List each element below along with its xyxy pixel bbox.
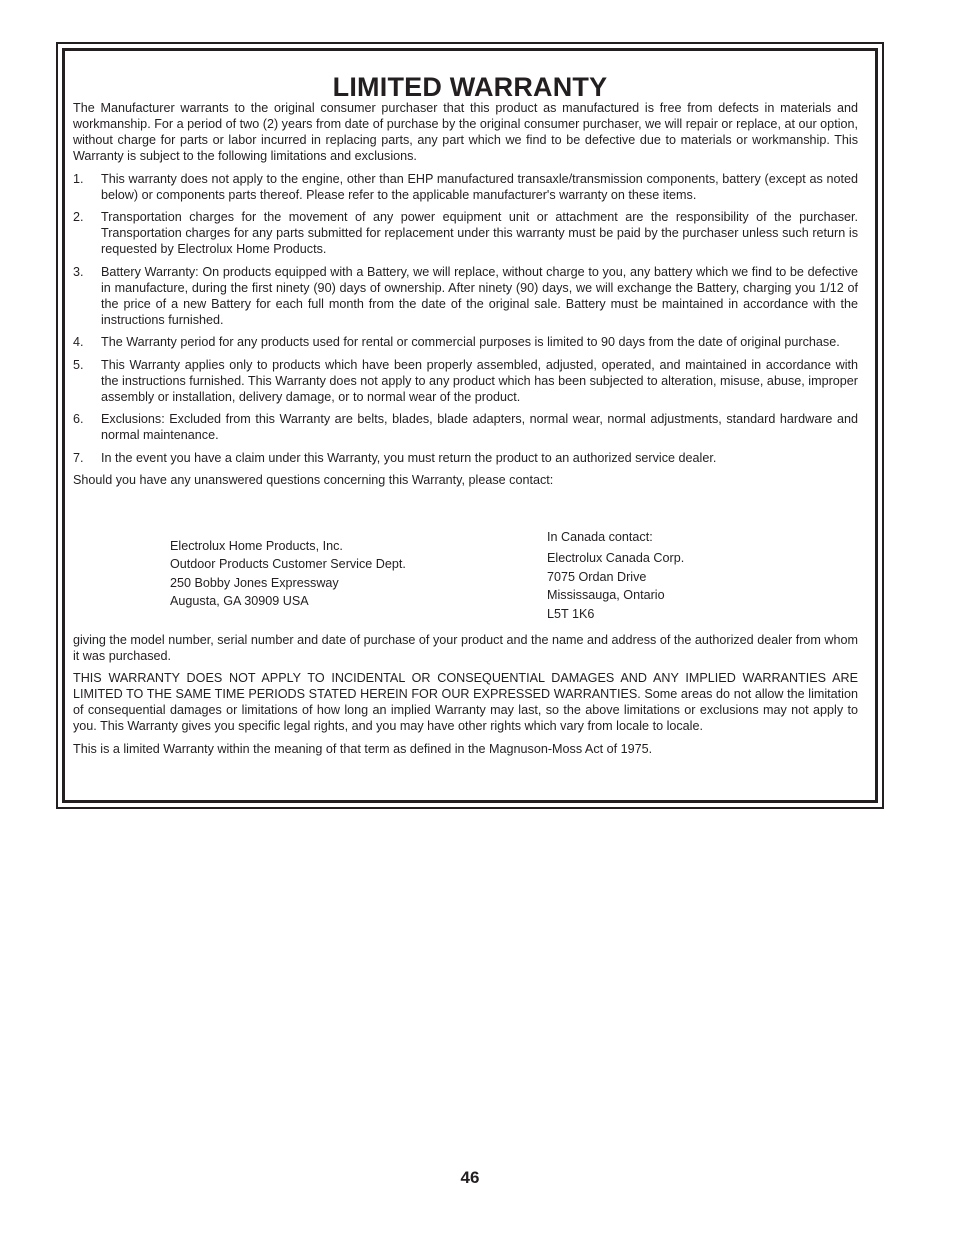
list-item-number: 4. (73, 335, 84, 349)
list-item (73, 334, 858, 350)
list-item-number: 3. (73, 264, 84, 279)
us-address (170, 537, 406, 611)
warranty-frame (56, 42, 884, 809)
list-item (73, 357, 858, 405)
page-title: LIMITED WARRANTY (332, 72, 608, 102)
list-item-number: 6. (73, 412, 84, 426)
list-item-number: 2. (73, 210, 84, 224)
list-item (73, 264, 858, 328)
list-item-number: 5. (73, 357, 84, 372)
list-item-text: Exclusions: Excluded from this Warranty are belts, blades, blade adapters, normal wear, normal adjustments, standard hardware and normal maintenance. (101, 412, 858, 442)
intro-paragraph: The Manufacturer warrants to the original consumer purchaser that this product as manufactured is free from defects in materials and workmanship. For a period of two (2) years from date of purchase by the original consumer purchaser, we will repair or replace, at our option, without charge for parts or labor incurred in replacing parts, any part which we find to be defective due to materials or workmanship. This Warranty is subject to the following limitations and exclusions. (73, 101, 858, 163)
canada-address-line: Mississauga, Ontario (547, 588, 665, 602)
canada-address-line: L5T 1K6 (547, 606, 595, 621)
us-address-line: Outdoor Products Customer Service Dept. (170, 557, 406, 571)
contact-prompt: Should you have any unanswered questions concerning this Warranty, please contact: (73, 473, 554, 487)
canada-address-line: Electrolux Canada Corp. (547, 551, 685, 565)
list-item-text: Transportation charges for the movement of any power equipment unit or attachment are the responsibility of the purchaser. Transportation charges for any parts submitted for replacement under this warranty must be paid by the purchaser unless such return is requested by Electrolux Home Products. (101, 210, 858, 256)
magnuson-moss-paragraph: This is a limited Warranty within the meaning of that term as defined in the Magnuson-Moss Act of 1975. (73, 741, 653, 756)
list-item-text: In the event you have a claim under this Warranty, you must return the product to an authorized service dealer. (101, 450, 717, 465)
canada-address (547, 528, 684, 624)
canada-address-line: 7075 Ordan Drive (547, 569, 647, 584)
limitations-list (73, 171, 858, 466)
warranty-content (73, 100, 858, 763)
list-item-text: Battery Warranty: On products equipped with a Battery, we will replace, without charge to you, any battery which we find to be defective in manufacture, during the first ninety (90) days of ownership. After ninety (90) days, we will exchange the Battery, charging you 1/12 of the price of a new Battery for each full month from the date of the original sale. Battery must be maintained in accordance with the instructions furnished. (101, 264, 858, 327)
list-item-number: 1. (73, 171, 84, 186)
us-address-line: Electrolux Home Products, Inc. (170, 538, 343, 553)
giving-paragraph: giving the model number, serial number and date of purchase of your product and the name and address of the authorized dealer from whom it was purchased. (73, 632, 858, 663)
list-item-text: The Warranty period for any products used for rental or commercial purposes is limited to 90 days from the date of original purchase. (101, 335, 840, 349)
us-address-line: Augusta, GA 30909 USA (170, 594, 309, 608)
disclaimer-paragraph: THIS WARRANTY DOES NOT APPLY TO INCIDENTAL OR CONSEQUENTIAL DAMAGES AND ANY IMPLIED WARRANTIES ARE LIMITED TO THE SAME TIME PERIODS STATED HEREIN FOR OUR EXPRESSED WARRANTIES. Some areas do not allow the limitation of consequential damages or limitations of how long an implied Warranty may last, so the above limitations or exclusions may not apply to you. This Warranty gives you specific legal rights, and you may have other rights which vary from locale to locale. (73, 671, 858, 733)
list-item-text: This Warranty applies only to products which have been properly assembled, adjusted, operated, and maintained in accordance with the instructions furnished. This Warranty does not apply to any product which has been subjected to alteration, misuse, abuse, improper assembly or installation, delivery damage, or to normal wear of the product. (101, 357, 858, 404)
list-item (73, 209, 858, 257)
list-item (73, 450, 858, 466)
list-item (73, 171, 858, 203)
list-item-number: 7. (73, 450, 84, 465)
page-number: 46 (460, 1168, 480, 1187)
canada-contact-label: In Canada contact: (547, 529, 653, 544)
us-address-line: 250 Bobby Jones Expressway (170, 575, 339, 590)
list-item (73, 411, 858, 443)
addresses (73, 495, 858, 632)
list-item-text: This warranty does not apply to the engine, other than EHP manufactured transaxle/transmission components, battery (except as noted below) or components parts thereof. Please refer to the applicable manufacturer's warranty on these items. (101, 171, 858, 202)
